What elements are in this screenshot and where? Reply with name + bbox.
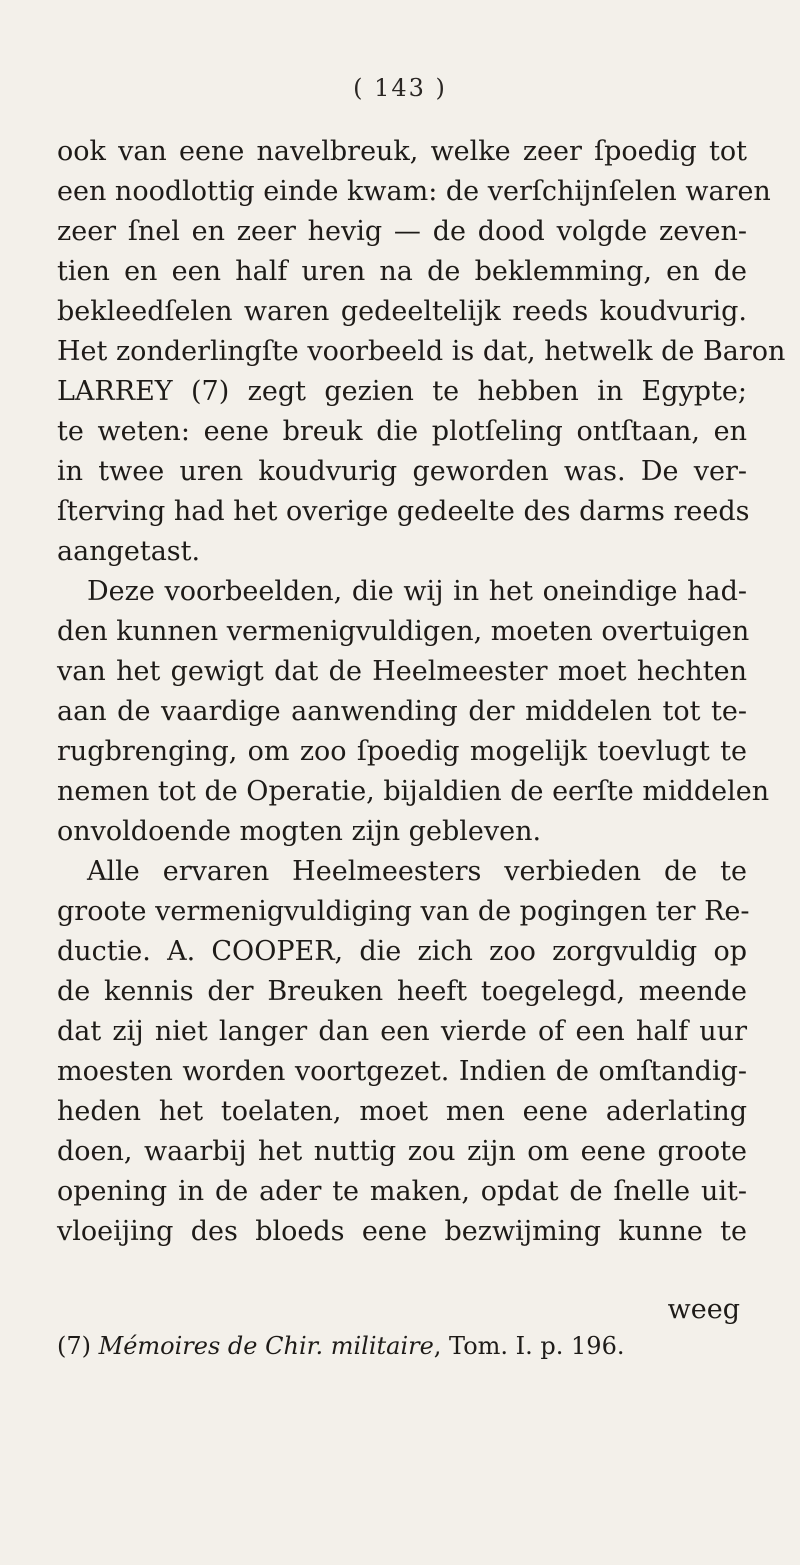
text-line: Deze voorbeelden, die wij in het oneindige had- <box>87 576 747 607</box>
text-line: Alle ervaren Heelmeesters verbieden de te <box>87 856 747 887</box>
text-line: van het gewigt dat de Heelmeester moet hechten <box>57 656 747 687</box>
text-line: bekleedſelen waren gedeeltelijk reeds koudvurig. <box>57 296 747 327</box>
text-line: moesten worden voortgezet. Indien de omſtandig- <box>57 1056 747 1087</box>
text-line: vloeijing des bloeds eene bezwijming kunne te <box>57 1216 747 1247</box>
text-line: onvoldoende mogten zijn gebleven. <box>57 816 542 847</box>
body-text <box>57 132 786 1252</box>
text-line: heden het toelaten, moet men eene aderlating <box>57 1096 747 1127</box>
catchword: weeg <box>667 1294 740 1325</box>
footnote <box>57 1328 747 1364</box>
text-line: aangetast. <box>57 536 201 567</box>
text-line: Het zonderlingſte voorbeeld is dat, hetwelk de Baron <box>57 336 786 367</box>
text-line: den kunnen vermenigvuldigen, moeten overtuigen <box>57 616 750 647</box>
text-line: de kennis der Breuken heeft toegelegd, meende <box>57 976 747 1007</box>
text-line: groote vermenigvuldiging van de pogingen ter Re- <box>57 896 750 927</box>
text-line: aan de vaardige aanwending der middelen tot te- <box>57 696 747 727</box>
text-line: opening in de ader te maken, opdat de ſnelle uit- <box>57 1176 747 1207</box>
text-line: zeer ſnel en zeer hevig — de dood volgde zeven- <box>57 216 747 247</box>
text-line: rugbrenging, om zoo ſpoedig mogelijk toevlugt te <box>57 736 747 767</box>
text-line: ook van eene navelbreuk, welke zeer ſpoedig tot <box>57 136 747 167</box>
footnote-reference: , Tom. I. p. 196. <box>433 1332 625 1360</box>
text-line: LARREY (7) zegt gezien te hebben in Egypte; <box>57 376 747 407</box>
text-line: doen, waarbij het nuttig zou zijn om eene groote <box>57 1136 747 1167</box>
text-line: dat zij niet langer dan een vierde of een half uur <box>57 1016 747 1047</box>
text-line: ſterving had het overige gedeelte des darms reeds <box>57 496 750 527</box>
text-line: ductie. A. COOPER, die zich zoo zorgvuldig op <box>57 936 747 967</box>
page-number: ( 143 ) <box>353 74 447 102</box>
footnote-marker: (7) <box>57 1332 91 1360</box>
text-line: in twee uren koudvurig geworden was. De ver- <box>57 456 747 487</box>
text-line: tien en een half uren na de beklemming, en de <box>57 256 747 287</box>
text-line: te weten: eene breuk die plotſeling ontſtaan, en <box>57 416 747 447</box>
text-line: nemen tot de Operatie, bijaldien de eerſte middelen <box>57 776 770 807</box>
footnote-title: Mémoires de Chir. militaire <box>98 1332 434 1360</box>
text-line: een noodlottig einde kwam: de verſchijnſelen waren <box>57 176 771 207</box>
